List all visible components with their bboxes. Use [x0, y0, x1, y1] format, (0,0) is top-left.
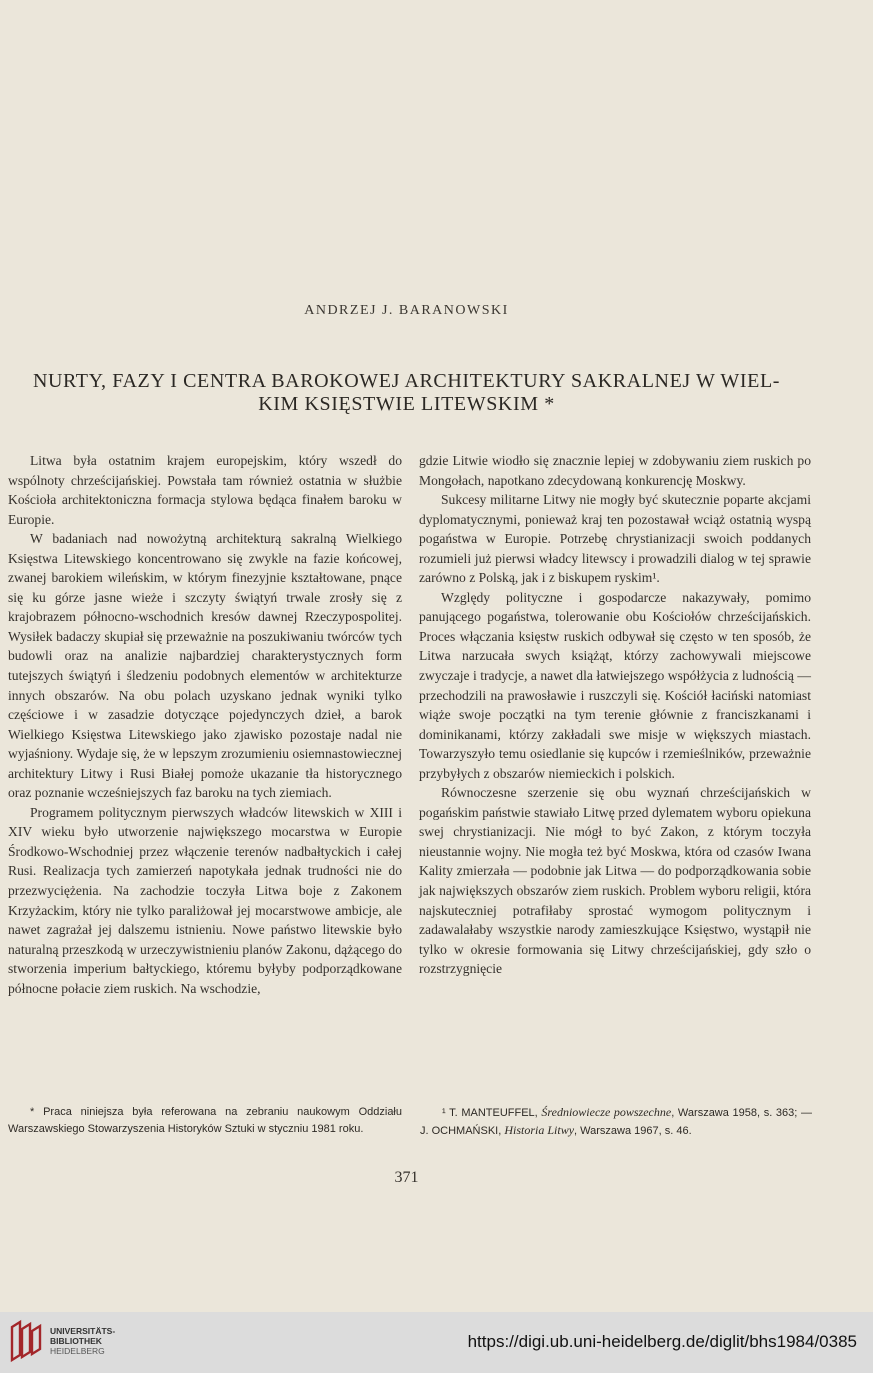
- logo-line: UNIVERSITÄTS-: [50, 1326, 116, 1336]
- article-title: [0, 370, 813, 416]
- university-logo-text[interactable]: [50, 1326, 115, 1356]
- footnote-left: [8, 1104, 402, 1137]
- page-number: 371: [394, 1169, 419, 1186]
- footnote-right: [420, 1104, 812, 1139]
- logo-line: HEIDELBERG: [50, 1346, 105, 1356]
- footnote-text: * Praca niniejsza była referowana na zebraniu naukowym Oddziału Warszawskiego Stowarzyszenia Historyków Sztuki w styczniu 1981 roku.: [8, 1106, 402, 1135]
- logo-line: BIBLIOTHEK: [50, 1336, 102, 1346]
- permalink-url[interactable]: https://digi.ub.uni-heidelberg.de/diglit/bhs1984/0385: [467, 1332, 857, 1351]
- university-logo-icon[interactable]: [9, 1319, 43, 1363]
- footnote-text: [420, 1104, 812, 1139]
- paragraph: W badaniach nad nowożytną architekturą sakralną Wielkiego Księstwa Litewskiego koncentrowano się zwykle na fazie końcowej, zwanej barokiem wileńskim, w którym finezyjnie kształtowane, pnące się ku górze jasne wieże i szczyty świątyń trwale zrosły się z krajobrazem północno-wschodnich kresów dawnej Rzeczypospolitej. Wysiłek badaczy skupiał się przeważnie na poszukiwaniu twórców tych budowli oraz na analizie najbardziej charakterystycznych form tutejszych świątyń i śledzeniu podobnych elementów w architekturze innych obszarów. Na obu polach uzyskano jednak wyniki tylko częściowe i w zasadzie dotyczące pojedynczych dzieł, a barok Wielkiego Księstwa Litewskiego jako zjawisko pozostaje nadal nie wyjaśniony. Wydaje się, że w lepszym zrozumieniu osiemnastowiecznej architektury Litwy i Rusi Białej pomoże ukazanie tła historycznego oraz poznanie wcześniejszych faz baroku na tych ziemiach.: [8, 531, 402, 801]
- text-column-left: [8, 451, 402, 998]
- viewer-footer: [0, 1312, 873, 1373]
- footnote-suffix: , Warszawa 1967, s. 46.: [574, 1124, 692, 1137]
- article-author: ANDRZEJ J. BARANOWSKI: [304, 303, 509, 318]
- title-line-2: KIM KSIĘSTWIE LITEWSKIM *: [258, 393, 555, 415]
- text-column-right: [419, 451, 811, 979]
- footnote-title: Historia Litwy: [504, 1122, 575, 1137]
- paragraph: Litwa była ostatnim krajem europejskim, który wszedł do wspólnoty chrześcijańskiej. Powstała tam również ostatnia w służbie Kościoła architektoniczna formacja stylowa będąca finałem baroku w Europie.: [8, 453, 402, 527]
- footnote-title: Średniowiecze powszechne: [541, 1105, 672, 1119]
- paragraph: Równoczesne szerzenie się obu wyznań chrześcijańskich w pogańskim państwie stawiało Litwę przed dylematem wyboru opiekuna swej chrystianizacji. Nie mógł to być Zakon, z którym toczyła nieustannie wojny. Nie mogła też być Moskwa, która od czasów Iwana Kality zmierzała — podobnie jak Litwa — do podporządkowania sobie jak największych obszarów ziem ruskich. Problem wyboru religii, która najskuteczniej potrafiłaby sprostać wymogom politycznym i zadawalałaby wszystkie narody zamieszkujące Księstwo, wystąpił nie tylko w okresie formowania się Litwy chrześcijańskiej, gdy szło o rozstrzygnięcie: [419, 785, 811, 977]
- paragraph: Względy polityczne i gospodarcze nakazywały, pomimo panującego pogaństwa, tolerowanie obu Kościołów chrześcijańskich. Proces włączania księstw ruskich odbywał się często w ten sposób, że Litwa narzucała swych książąt, którzy zachowywali miejscowe zwyczaje i tradycje, a nawet dla łatwiejszego współżycia z ludnością — przechodzili na prawosławie i ruszczyli się. Kościół łaciński natomiast wiąże swoje początki na tym terenie głównie z franciszkanami i dominikanami, którzy zakładali swe misje w większych miastach. Towarzyszyło temu osiedlanie się kupców i rzemieślników, przeważnie przybyłych z obszarów niemieckich i polskich.: [419, 589, 811, 781]
- footnote-prefix: ¹ T. MANTEUFFEL,: [442, 1107, 542, 1119]
- paragraph: gdzie Litwie wiodło się znacznie lepiej w zdobywaniu ziem ruskich po Mongołach, napotkano zdecydowaną konkurencję Moskwy.: [419, 453, 811, 488]
- paragraph: Programem politycznym pierwszych władców litewskich w XIII i XIV wieku było utworzenie największego mocarstwa w Europie Środkowo-Wschodniej przez włączenie terenów nadbałtyckich i całej Rusi. Realizacja tych zamierzeń napotykała jednak trudności nie do przezwyciężenia. Na zachodzie toczyła Litwa boje z Zakonem Krzyżackim, który nie tylko paraliżował jej mocarstwowe ambicje, ale nawet zagrażał jej dalszemu istnieniu. Nowe państwo litewskie było naturalną przeszkodą w urzeczywistnieniu planów Zakonu, dążącego do stworzenia imperium bałtyckiego, któremu byłyby podporządkowane północne połacie ziem ruskich. Na wschodzie,: [8, 804, 402, 996]
- title-line-1: NURTY, FAZY I CENTRA BAROKOWEJ ARCHITEKTURY SAKRALNEJ W WIEL-: [32, 370, 781, 392]
- paragraph: Sukcesy militarne Litwy nie mogły być skutecznie poparte akcjami dyplomatycznymi, ponieważ kraj ten pozostawał wciąż ostatnią wyspą pogaństwa w Europie. Potrzebę chrystianizacji swoich poddanych rozumieli już pierwsi władcy litewscy i prowadzili dialog w tej sprawie zarówno z Polską, jak i z biskupem ryskim¹.: [419, 492, 811, 586]
- footnote-middle: , Warszawa 1958, s. 363; — J. OCHMAŃSKI,: [420, 1107, 813, 1137]
